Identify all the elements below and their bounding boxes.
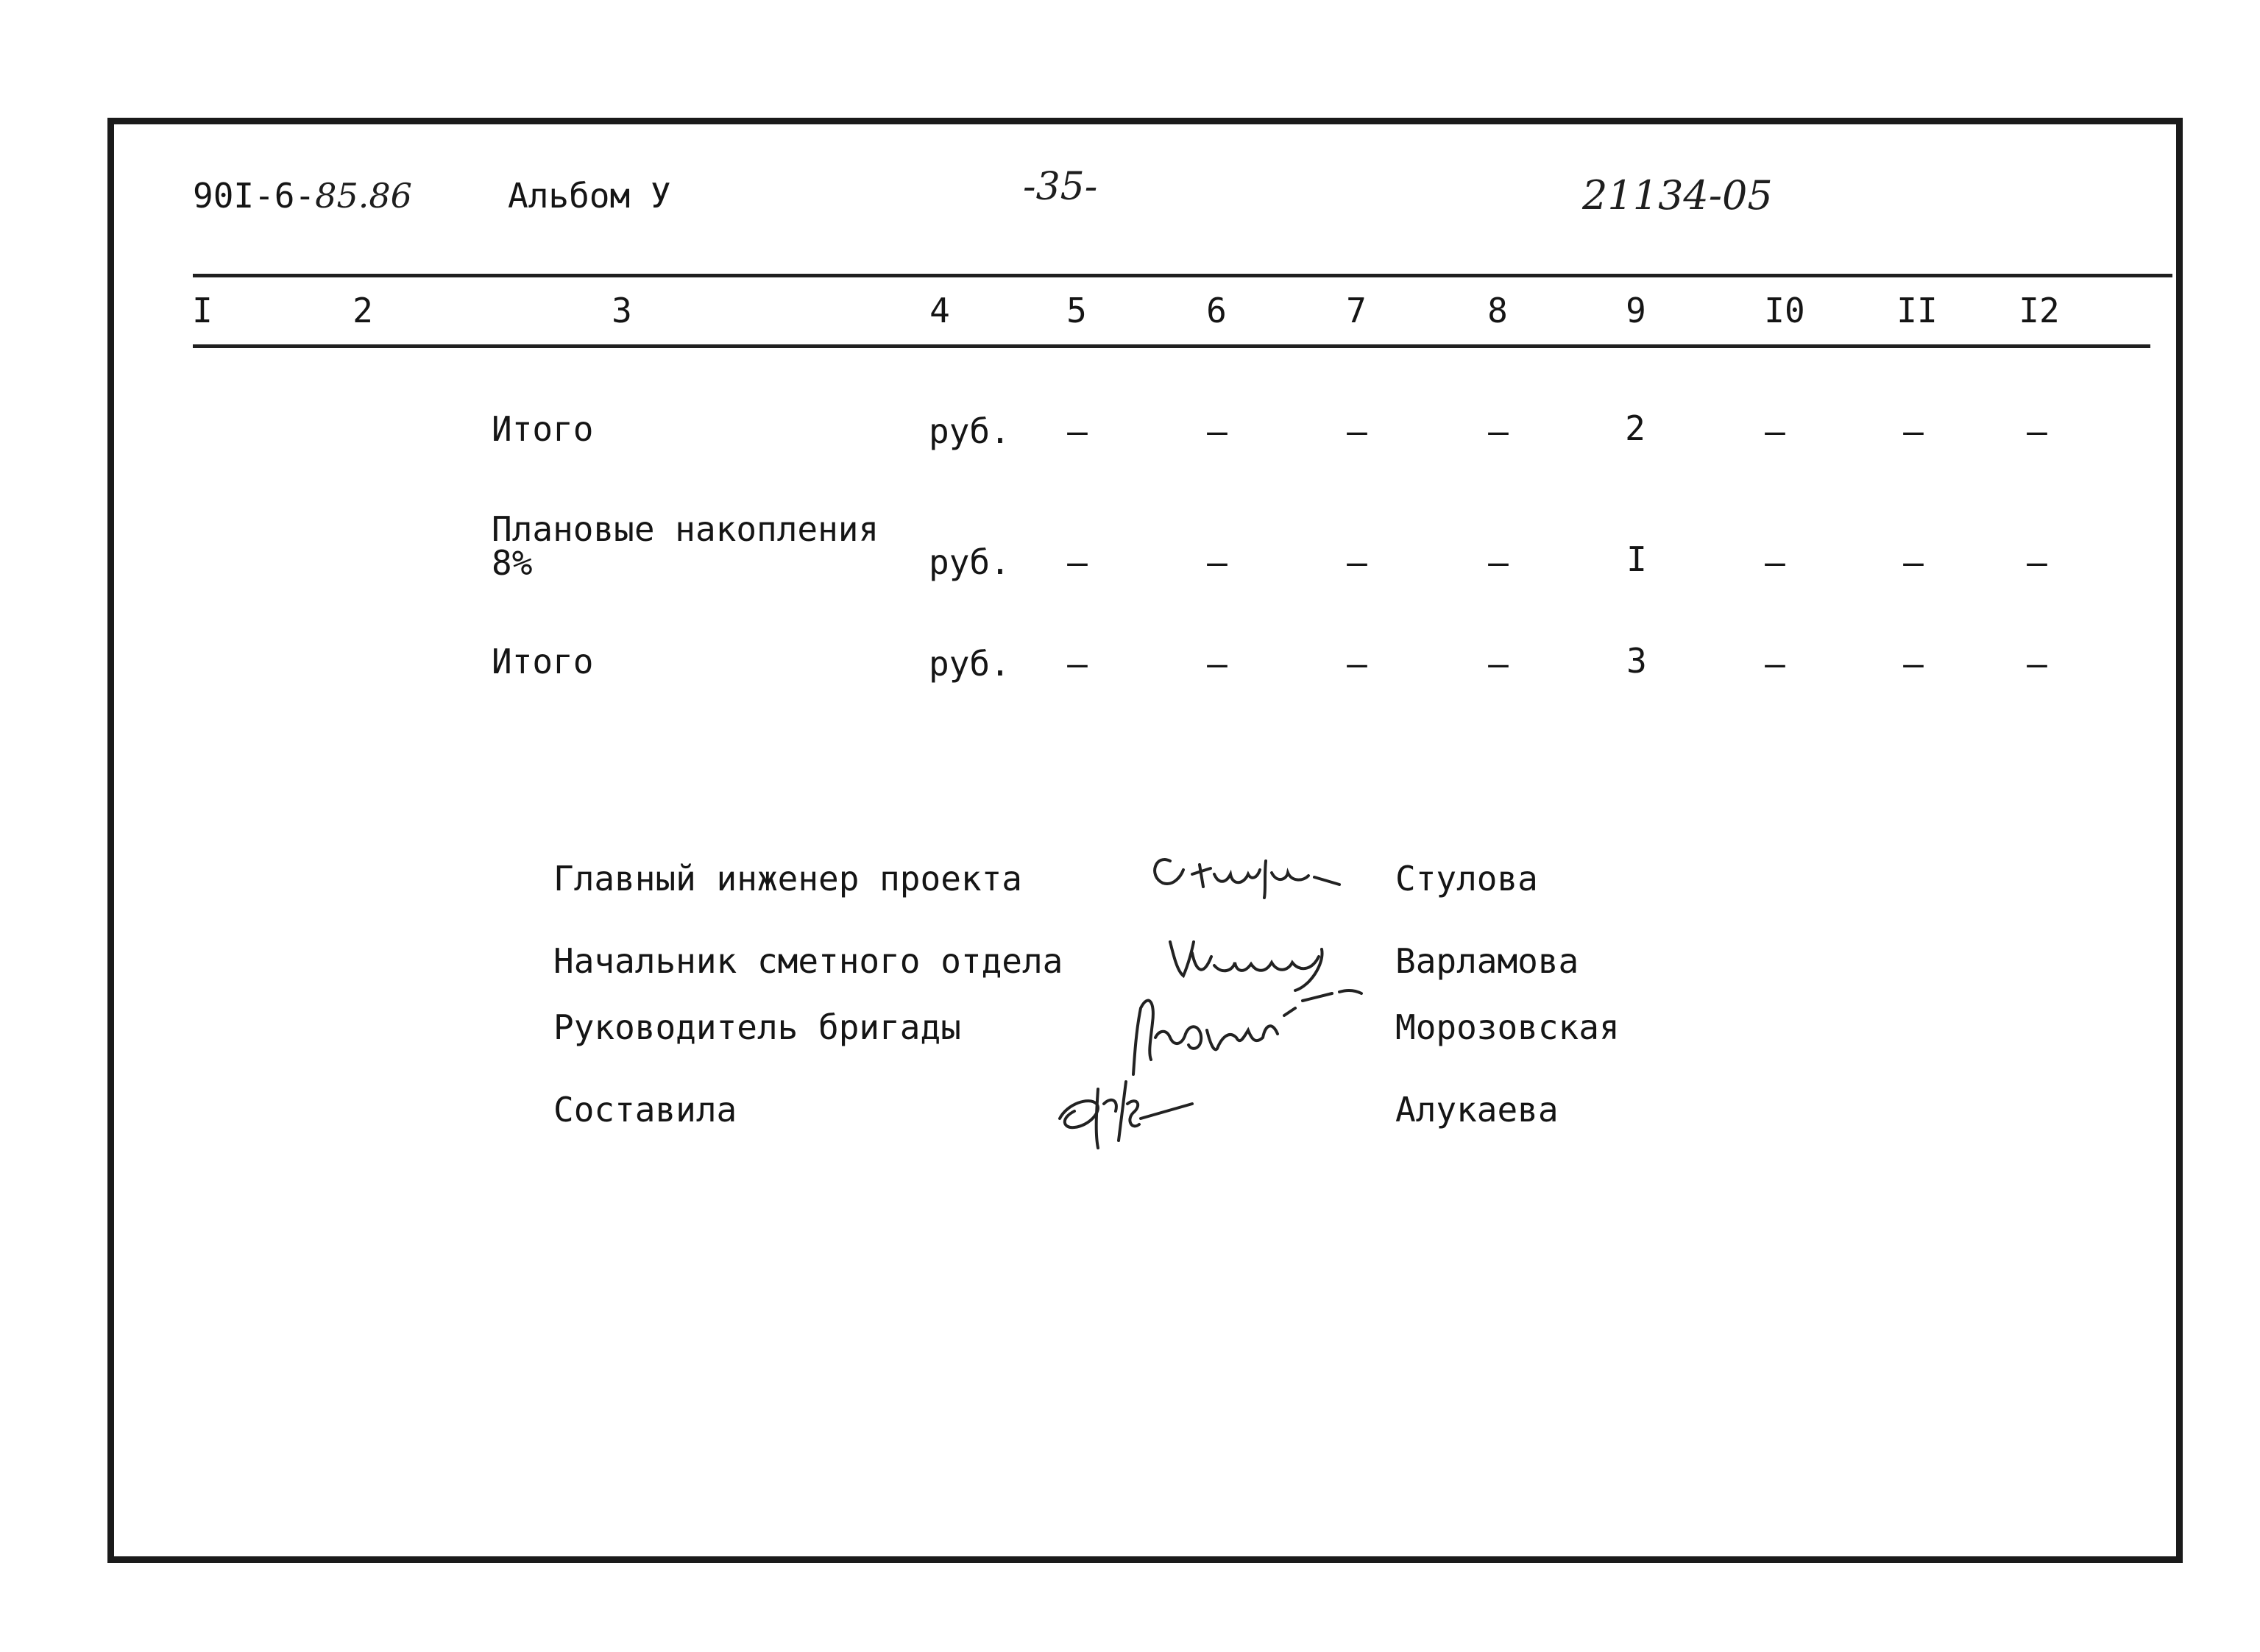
column-header: 7 (1346, 291, 1367, 330)
column-header: 8 (1487, 291, 1508, 330)
signature (1141, 832, 1354, 912)
table-cell: – (1488, 542, 1509, 582)
column-header: I (192, 291, 213, 330)
document-number: 21134-05 (1582, 172, 1773, 219)
table-cell: – (1765, 542, 1785, 582)
row-label: Итого (492, 409, 594, 449)
row-label: Плановые накопления 8% (492, 509, 879, 583)
table-cell: – (1207, 542, 1228, 582)
page-number: -35- (1023, 165, 1098, 209)
signatory-name: Морозовская (1395, 1007, 1620, 1047)
table-cell: – (1765, 411, 1785, 451)
table-cell: – (1207, 644, 1228, 684)
signature-role: Составила (553, 1090, 737, 1130)
column-header: 3 (612, 291, 632, 330)
column-header: 4 (929, 291, 950, 330)
column-header: 2 (353, 291, 373, 330)
row-label: Итого (492, 642, 594, 681)
table-cell: – (1347, 411, 1367, 451)
table-cell: – (1765, 644, 1785, 684)
table-cell: – (1347, 542, 1367, 582)
column-header: II (1896, 291, 1938, 330)
table-cell: – (1488, 411, 1509, 451)
column-header: 6 (1206, 291, 1227, 330)
row-unit: руб. (929, 411, 1010, 451)
table-cell: 2 (1625, 408, 1646, 448)
document-code-handwritten: 85.86 (315, 176, 412, 216)
table-cell: – (1903, 542, 1924, 582)
row-unit: руб. (929, 644, 1010, 684)
row-unit: руб. (929, 542, 1010, 582)
signature-role: Начальник сметного отдела (553, 941, 1063, 981)
table-cell: – (2027, 411, 2047, 451)
table-cell: – (1488, 644, 1509, 684)
table-cell: – (1347, 644, 1367, 684)
signatory-name: Алукаева (1395, 1090, 1559, 1130)
table-cell: I (1626, 539, 1647, 579)
signature-role: Главный инженер проекта (553, 859, 1022, 898)
signatory-name: Варламова (1395, 941, 1579, 981)
table-cell: – (1067, 644, 1088, 684)
table-cell: 3 (1626, 641, 1647, 681)
table-cell: – (1903, 411, 1924, 451)
column-header: 5 (1066, 291, 1087, 330)
signatory-name: Стулова (1395, 859, 1538, 898)
table-cell: – (1067, 411, 1088, 451)
table-cell: – (2027, 644, 2047, 684)
signature-role: Руководитель бригады (553, 1007, 961, 1047)
table-cell: – (2027, 542, 2047, 582)
table-cell: – (1903, 644, 1924, 684)
album-label: Альбом У (508, 176, 671, 216)
table-cell: – (1067, 542, 1088, 582)
signature (1045, 1060, 1236, 1163)
column-header: 9 (1626, 291, 1646, 330)
column-header: I0 (1764, 291, 1805, 330)
column-header: I2 (2019, 291, 2060, 330)
document-code: 90I-6-85.86 (193, 176, 412, 216)
table-cell: – (1207, 411, 1228, 451)
